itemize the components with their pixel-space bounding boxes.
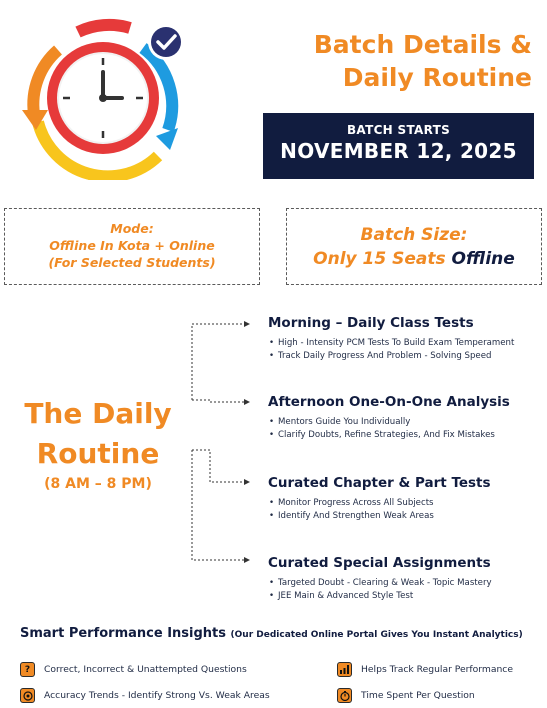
insights-subtitle: (Our Dedicated Online Portal Gives You Instant Analytics) [230,630,523,640]
list-item: • High - Intensity PCM Tests To Build Exam Temperament [268,337,538,350]
section-chapter-tests [268,475,538,522]
mode-label: Mode: [110,221,154,236]
list-item: • Monitor Progress Across All Subjects [268,497,538,510]
insight-item [337,688,475,703]
insight-label: Helps Track Regular Performance [361,664,513,675]
insight-label: Accuracy Trends - Identify Strong Vs. Weak Areas [44,690,270,701]
section-title: Curated Special Assignments [268,555,491,571]
batch-size-value [287,249,541,269]
target-icon [20,688,35,703]
batch-size-seats: Only 15 Seats [313,249,452,269]
batch-start-banner [263,113,534,179]
mode-value: Offline In Kota + Online [49,238,215,253]
insight-item [20,662,247,677]
section-title: Morning – Daily Class Tests [268,315,474,331]
daily-routine-time: (8 AM – 8 PM) [44,476,152,492]
section-special-assignments [268,555,538,602]
routine-connectors [170,310,270,570]
daily-routine-title [6,394,190,474]
batch-size-offline: Offline [451,249,515,269]
section-morning [268,315,538,362]
section-title: Curated Chapter & Part Tests [268,475,491,491]
insights-heading [20,626,540,641]
insight-label: Correct, Incorrect & Unattempted Questions [44,664,247,675]
section-afternoon [268,394,538,441]
section-title: Afternoon One-On-One Analysis [268,394,510,410]
batch-size-label: Batch Size: [360,225,468,245]
daily-routine-line1: The Daily [24,397,172,430]
daily-routine-line2: Routine [36,437,160,470]
list-item: • Clarify Doubts, Refine Strategies, And Fix Mistakes [268,429,538,442]
batch-start-date: NOVEMBER 12, 2025 [280,139,517,163]
list-item: • Identify And Strengthen Weak Areas [268,510,538,523]
insight-label: Time Spent Per Question [361,690,475,701]
batch-size-box [286,208,542,285]
batch-start-label: BATCH STARTS [346,123,451,137]
mode-note: (For Selected Students) [48,255,216,270]
timer-icon [337,688,352,703]
page-title [262,28,532,94]
list-item: • Track Daily Progress And Problem - Solving Speed [268,350,538,363]
insight-item [337,662,513,677]
list-item: • Targeted Doubt - Clearing & Weak - Topic Mastery [268,577,538,590]
insight-item [20,688,270,703]
title-line1: Batch Details & [313,30,532,59]
question-icon: ? [20,662,35,677]
insights-title: Smart Performance Insights [20,626,227,641]
title-line2: Daily Routine [342,63,532,92]
clock-icon [18,10,188,180]
list-item: • JEE Main & Advanced Style Test [268,590,538,603]
list-item: • Mentors Guide You Individually [268,416,538,429]
chart-icon [337,662,352,677]
mode-box [4,208,260,285]
clock-illustration [18,10,188,180]
